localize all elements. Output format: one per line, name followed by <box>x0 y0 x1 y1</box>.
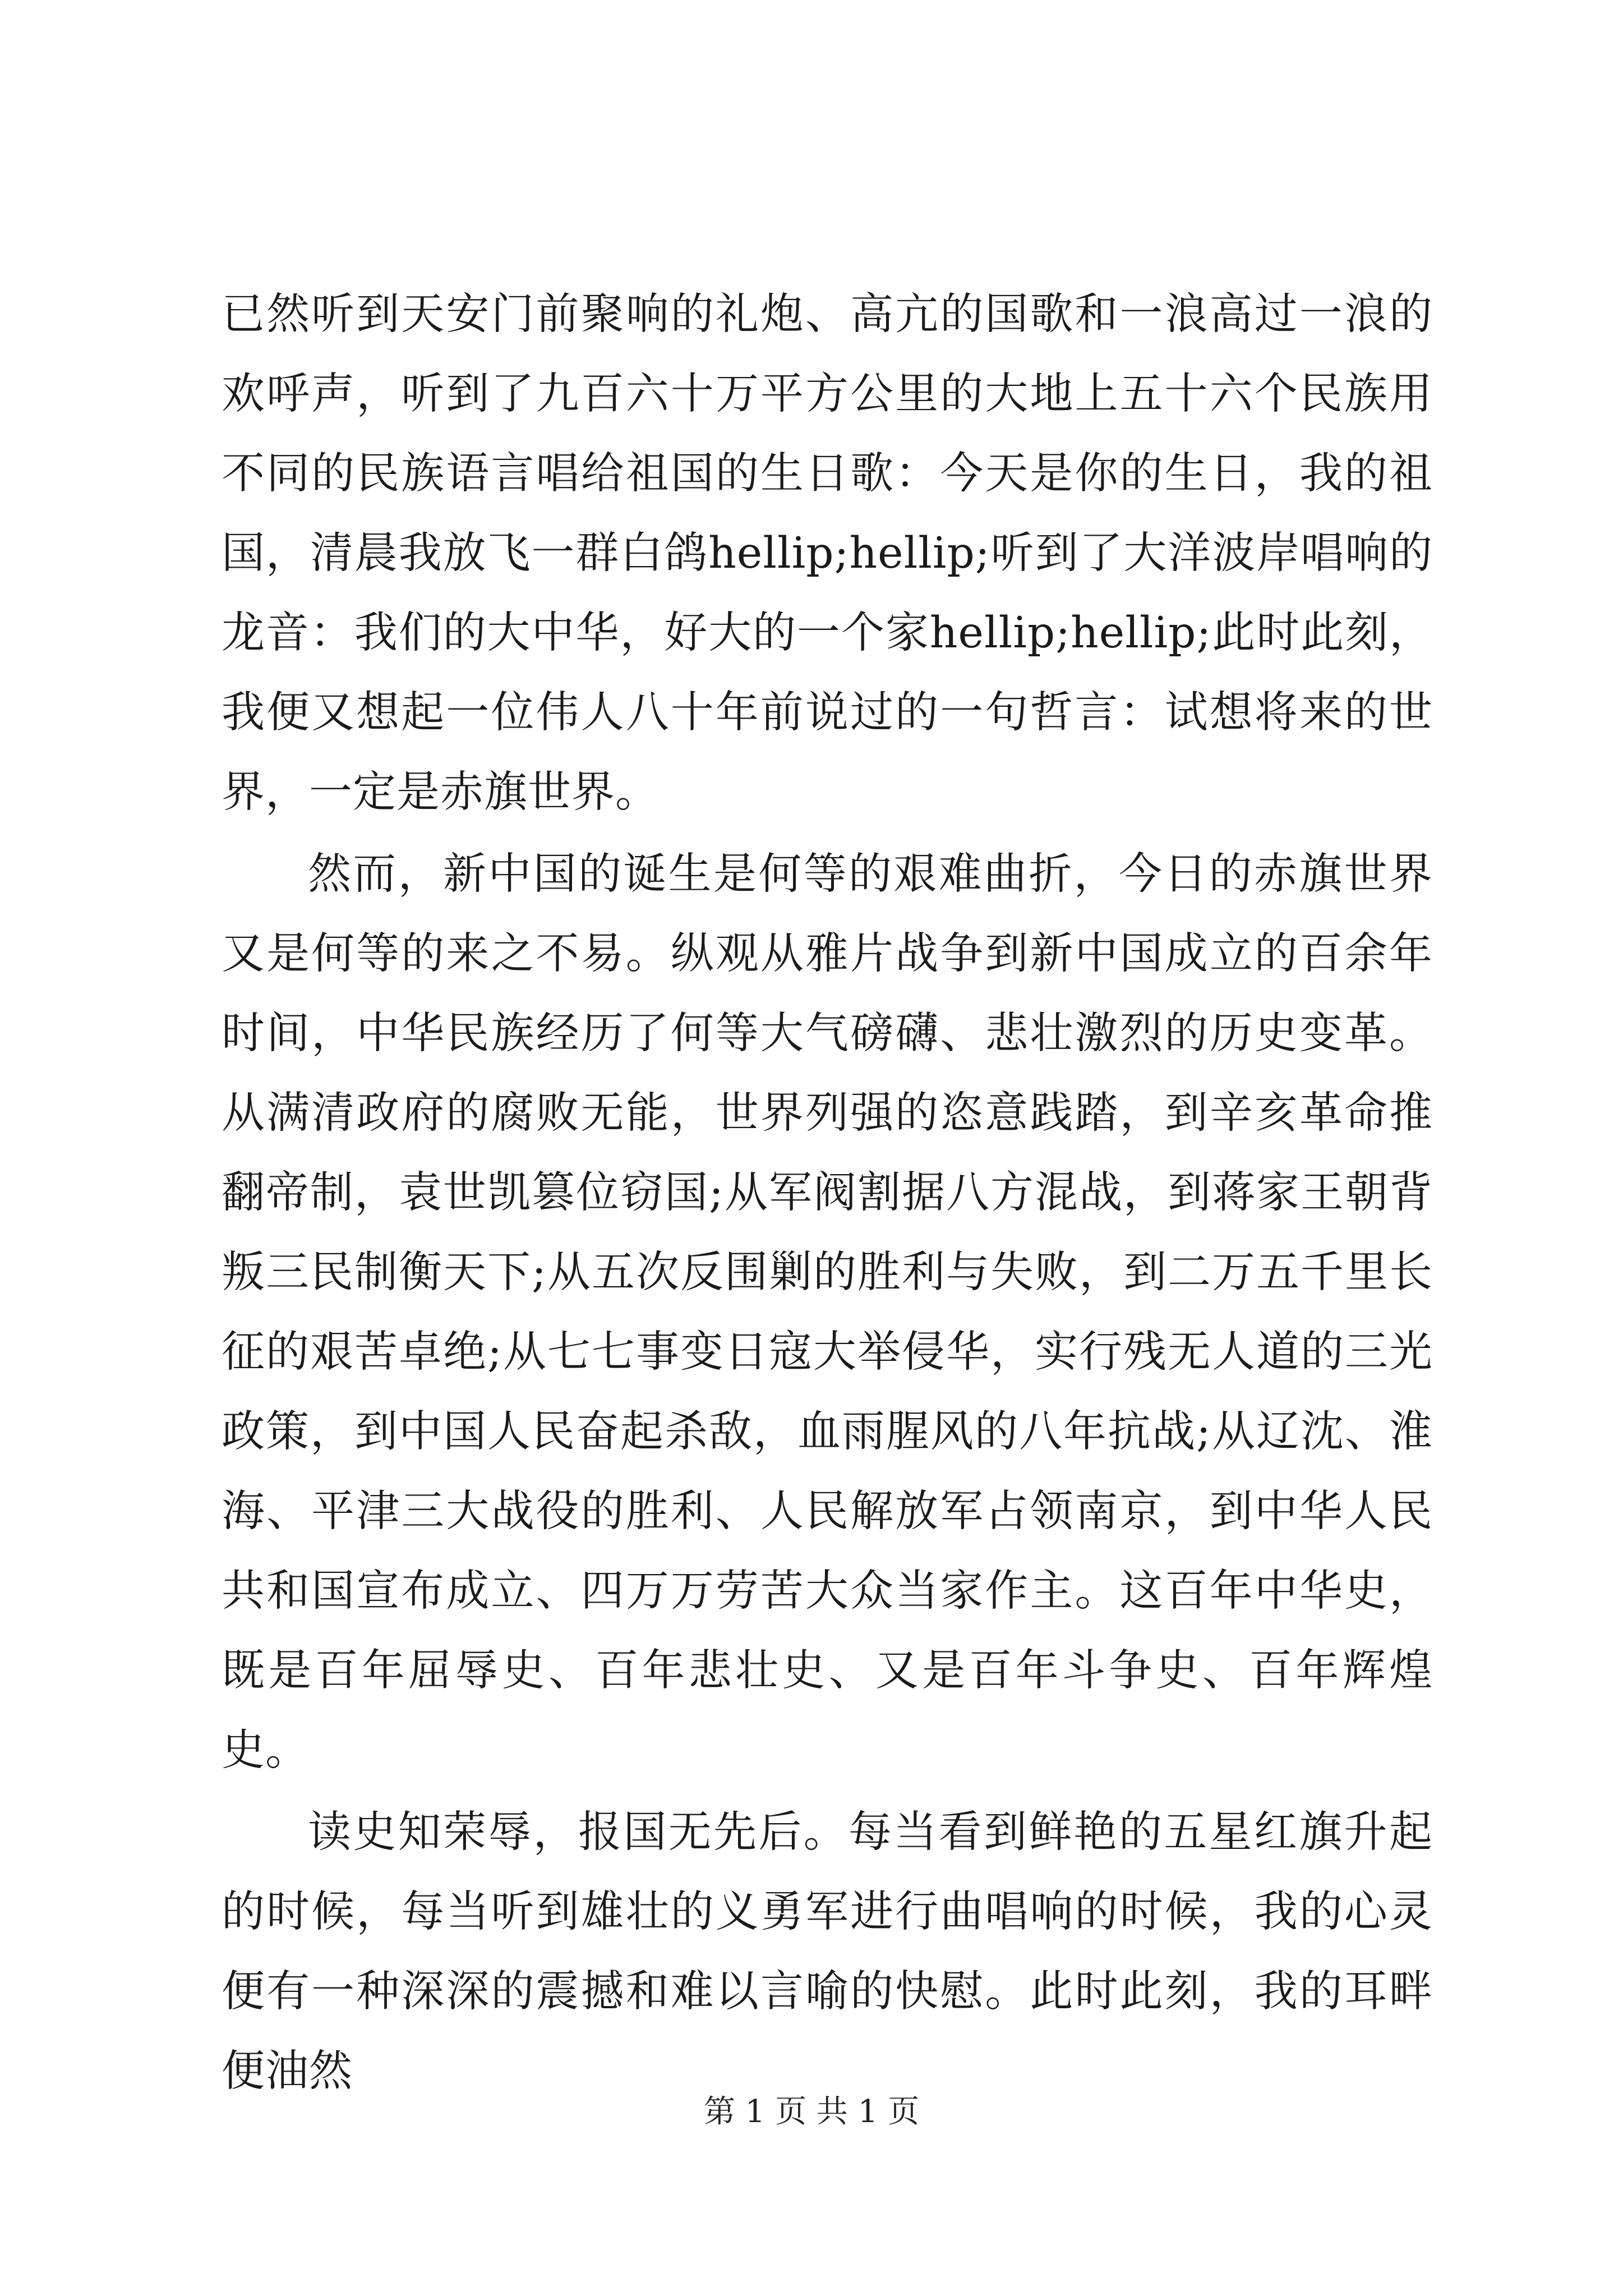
document-body <box>222 275 1433 2111</box>
paragraph-1: 已然听到天安门前聚响的礼炮、高亢的国歌和一浪高过一浪的欢呼声，听到了九百六十万平方公里的大地上五十六个民族用不同的民族语言唱给祖国的生日歌：今天是你的生日，我的祖国，清晨我放飞一群白鸽hellip;hellip;听到了大洋波岸唱响的龙音：我们的大中华，好大的一个家hellip;hellip;此时此刻，我便又想起一位伟人八十年前说过的一句哲言：试想将来的世界，一定是赤旗世界。 <box>222 289 1433 817</box>
page-number-footer: 第 1 页 共 1 页 <box>703 2093 920 2130</box>
paragraph-3: 读史知荣辱，报国无先后。每当看到鲜艳的五星红旗升起的时候，每当听到雄壮的义勇军进行曲唱响的时候，我的心灵便有一种深深的震撼和难以言喻的快慰。此时此刻，我的耳畔便油然 <box>222 1807 1433 2096</box>
paragraph-2: 然而，新中国的诞生是何等的艰难曲折，今日的赤旗世界又是何等的来之不易。纵观从雅片战争到新中国成立的百余年时间，中华民族经历了何等大气磅礴、悲壮激烈的历史变革。从满清政府的腐败无能，世界列强的恣意践踏，到辛亥革命推翻帝制，袁世凯篡位窃国;从军阀割据八方混战，到蒋家王朝背叛三民制衡天下;从五次反围剿的胜利与失败，到二万五千里长征的艰苦卓绝;从七七事变日寇大举侵华，实行残无人道的三光政策，到中国人民奋起杀敌，血雨腥风的八年抗战;从辽沈、淮海、平津三大战役的胜利、人民解放军占领南京，到中华人民共和国宣布成立、四万万劳苦大众当家作主。这百年中华史，既是百年屈辱史、百年悲壮史、又是百年斗争史、百年辉煌史。 <box>222 849 1433 1775</box>
